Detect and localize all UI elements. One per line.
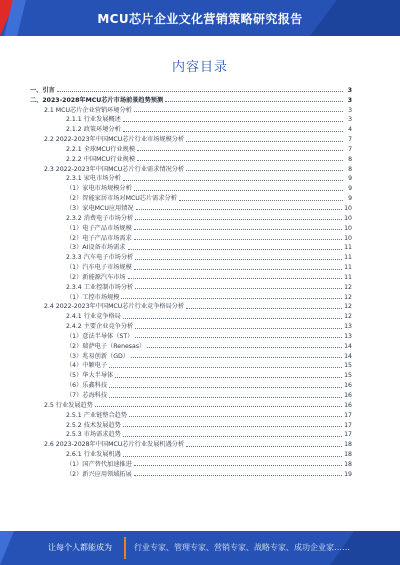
toc-entry-page: 16	[344, 382, 352, 390]
toc-entry[interactable]	[30, 458, 352, 468]
toc-entry-page: 12	[344, 293, 352, 301]
footer-slogan-lead: 让每个人都能成为	[48, 543, 112, 552]
toc-entry-label: （3）AI设备市场需求	[66, 244, 126, 252]
toc-dot-leader	[135, 328, 342, 329]
toc-entry[interactable]	[30, 94, 352, 104]
toc-dot-leader	[123, 180, 343, 181]
toc-entry[interactable]	[30, 232, 352, 242]
toc-entry[interactable]	[30, 261, 352, 271]
toc-entry-label: 2.3.2 消费电子市场分析	[66, 214, 134, 222]
toc-entry-label: 2.3.1 家电市场分析	[66, 175, 121, 183]
toc-dot-leader	[131, 357, 342, 358]
toc-entry-page: 11	[344, 273, 352, 281]
footer-left-stripe	[0, 531, 14, 565]
toc-entry-page: 16	[344, 392, 352, 399]
toc-entry-label: （3）家电MCU应用情况	[66, 204, 134, 212]
toc-entry-page: 9	[348, 185, 352, 193]
toc-dot-leader	[95, 406, 342, 407]
toc-dot-leader	[134, 111, 343, 112]
toc-entry-page: 9	[348, 195, 352, 203]
toc-dot-leader	[121, 298, 342, 299]
toc-entry[interactable]	[30, 369, 352, 379]
toc-entry-page: 8	[348, 165, 352, 173]
toc-entry[interactable]	[30, 320, 352, 330]
toc-entry-page: 15	[344, 362, 352, 370]
toc-entry-page: 15	[344, 372, 352, 380]
toc-dot-leader	[134, 269, 342, 270]
toc-entry-page: 7	[348, 145, 352, 153]
toc-dot-leader	[135, 219, 342, 220]
toc-entry-label: 2.1.1 行业发展概述	[66, 116, 121, 124]
toc-dot-leader	[134, 465, 342, 466]
toc-entry-page: 14	[344, 342, 352, 350]
toc-entry-page: 13	[344, 323, 352, 331]
toc-entry-page: 18	[344, 441, 352, 449]
toc-dot-leader	[137, 150, 343, 151]
toc-entry-label: （2）新兴应用领域拓展	[66, 470, 132, 478]
toc-entry-page: 18	[344, 451, 352, 459]
toc-entry[interactable]	[30, 399, 352, 409]
toc-entry-label: （5）华大半导体	[66, 372, 114, 380]
toc-dot-leader	[147, 347, 342, 348]
toc-entry-label: 2.5.2 技术发展趋势	[66, 421, 121, 429]
toc-entry[interactable]	[30, 310, 352, 320]
toc-entry-page: 10	[344, 204, 352, 212]
toc-dot-leader	[123, 436, 342, 437]
toc-entry[interactable]	[30, 419, 352, 429]
toc-dot-leader	[57, 91, 343, 92]
toc-entry-page: 3	[348, 116, 352, 124]
toc-entry-label: （2）瑞萨电子（Renesas）	[66, 342, 146, 350]
toc-entry-label: 2.4 2022-2023年中国MCU芯片行业竞争格局分析	[44, 303, 185, 311]
toc-entry[interactable]	[30, 104, 352, 114]
toc-dot-leader	[134, 190, 343, 191]
toc-entry-label: （1）电子产品市场规模	[66, 224, 132, 232]
toc-entry[interactable]	[30, 143, 352, 153]
toc-entry-page: 10	[344, 224, 352, 232]
toc-dot-leader	[136, 209, 343, 210]
toc-dot-leader	[134, 475, 342, 476]
toc-entry[interactable]	[30, 202, 352, 212]
toc-entry-label: 一、引言	[30, 86, 55, 94]
toc-entry-page: 16	[344, 401, 352, 409]
toc-dot-leader	[128, 249, 343, 250]
toc-dot-leader	[179, 200, 343, 201]
toc-dot-leader	[109, 367, 342, 368]
toc-entry-page: 17	[344, 431, 352, 439]
toc-entry[interactable]	[30, 192, 352, 202]
toc-entry-page: 12	[344, 283, 352, 291]
toc-entry-page: 10	[344, 234, 352, 242]
toc-entry-page: 12	[344, 303, 352, 311]
toc-entry-label: 2.6.1 行业发展机遇	[66, 451, 121, 459]
footer-slogan-roles: 行业专家、管理专家、营销专家、战略专家、成功企业家……	[134, 543, 350, 552]
toc-entry-label: 2.3.3 汽车电子市场分析	[66, 254, 134, 262]
toc-entry-label: 二、2023-2028年MCU芯片市场前景趋势预测	[30, 96, 164, 104]
toc-dot-leader	[123, 456, 342, 457]
toc-entry-label: 2.4.1 行业竞争格局	[66, 313, 121, 321]
toc-entry-label: （1）家电市场规模分析	[66, 185, 132, 193]
toc-entry-label: （1）国产替代加速推进	[66, 460, 132, 468]
toc-entry-label: （2）新能源汽车市场	[66, 273, 126, 281]
toc-entry[interactable]	[30, 123, 352, 133]
toc-entry-page: 19	[344, 470, 352, 478]
toc-entry-label: （1）意法半导体（ST）	[66, 332, 134, 340]
toc-entry[interactable]	[30, 448, 352, 458]
toc-entry[interactable]	[30, 350, 352, 360]
toc-entry-label: （7）芯海科技	[66, 392, 108, 399]
header-banner	[0, 0, 400, 36]
toc-entry-label: 2.5 行业发展趋势	[44, 401, 93, 409]
footer-separator	[124, 537, 126, 559]
toc-entry[interactable]	[30, 242, 352, 252]
toc-dot-leader	[123, 131, 343, 132]
toc-entry[interactable]	[30, 222, 352, 232]
toc-dot-leader	[134, 239, 342, 240]
toc-dot-leader	[135, 337, 342, 338]
toc-entry-page: 11	[344, 244, 352, 252]
toc-dot-leader	[109, 397, 342, 398]
toc-entry[interactable]	[30, 330, 352, 340]
document-title: MCU芯片企业文化营销策略研究报告	[97, 12, 303, 26]
toc-entry-label: 2.5.1 产业链整合趋势	[66, 411, 128, 419]
toc-entry-page: 9	[348, 175, 352, 183]
toc-entry-page: 3	[348, 106, 352, 114]
toc-entry-page: 17	[344, 421, 352, 429]
toc-entry[interactable]	[30, 251, 352, 261]
toc-entry[interactable]	[30, 114, 352, 124]
toc-entry[interactable]	[30, 182, 352, 192]
toc-entry-page: 13	[344, 332, 352, 340]
toc-dot-leader	[123, 121, 343, 122]
toc-entry-label: （1）汽车电子市场规模	[66, 264, 132, 272]
toc-dot-leader	[115, 377, 342, 378]
toc-entry[interactable]	[30, 212, 352, 222]
toc-entry-label: 2.5.3 市场需求趋势	[66, 431, 121, 439]
toc-dot-leader	[135, 259, 342, 260]
toc-entry[interactable]	[30, 173, 352, 183]
toc-dot-leader	[134, 229, 342, 230]
toc-entry[interactable]	[30, 153, 352, 163]
toc-entry[interactable]	[30, 429, 352, 439]
toc-entry-label: 2.3 2022-2023年中国MCU芯片行业需求情况分析	[44, 165, 185, 173]
toc-entry-label: 2.2.2 中国MCU行业规模	[66, 155, 136, 163]
toc-dot-leader	[186, 170, 343, 171]
toc-entry-page: 8	[348, 155, 352, 163]
toc-entry-page: 11	[344, 264, 352, 272]
toc-entry[interactable]	[30, 84, 352, 94]
toc-title: 内容目录	[171, 60, 228, 75]
toc-entry[interactable]	[30, 360, 352, 370]
toc-entry-page: 3	[347, 96, 352, 104]
toc-entry[interactable]	[30, 301, 352, 311]
toc-entry[interactable]	[30, 281, 352, 291]
toc-entry[interactable]	[30, 409, 352, 419]
toc-entry[interactable]	[30, 163, 352, 173]
toc-dot-leader	[128, 278, 343, 279]
toc-entry-page: 10	[344, 214, 352, 222]
toc-entry-page: 14	[344, 352, 352, 360]
toc-entry[interactable]	[30, 379, 352, 389]
table-of-contents	[30, 84, 352, 478]
toc-entry-label: 2.1.2 政策环境分析	[66, 126, 121, 134]
toc-entry-label: 2.6 2023-2028年中国MCU芯片行业发展机遇分析	[44, 441, 185, 449]
toc-entry-page: 4	[348, 126, 352, 134]
toc-entry[interactable]	[30, 389, 352, 399]
toc-dot-leader	[109, 387, 342, 388]
toc-dot-leader	[123, 426, 342, 427]
toc-dot-leader	[137, 160, 343, 161]
toc-dot-leader	[186, 446, 342, 447]
toc-entry-label: （6）乐鑫科技	[66, 382, 108, 390]
toc-entry[interactable]	[30, 291, 352, 301]
toc-entry[interactable]	[30, 340, 352, 350]
toc-entry-page: 17	[344, 411, 352, 419]
toc-dot-leader	[135, 288, 342, 289]
toc-entry[interactable]	[30, 133, 352, 143]
toc-dot-leader	[129, 416, 342, 417]
toc-entry-label: 2.4.2 主要企业竞争分析	[66, 323, 134, 331]
toc-entry-page: 11	[344, 254, 352, 262]
toc-entry[interactable]	[30, 438, 352, 448]
toc-dot-leader	[165, 101, 343, 102]
toc-entry-page: 18	[344, 460, 352, 468]
toc-entry-label: （4）中颖电子	[66, 362, 108, 370]
toc-entry-page: 7	[348, 136, 352, 144]
toc-entry[interactable]	[30, 468, 352, 478]
toc-dot-leader	[123, 318, 342, 319]
footer-banner	[0, 531, 400, 565]
toc-entry-label: 2.2.1 全球MCU行业规模	[66, 145, 136, 153]
toc-dot-leader	[186, 141, 343, 142]
toc-entry-label: （2）电子产品市场需求	[66, 234, 132, 242]
toc-entry-label: 2.1 MCU芯片企业营销环境分析	[44, 106, 132, 114]
toc-dot-leader	[186, 308, 342, 309]
toc-entry-page: 12	[344, 313, 352, 321]
toc-entry[interactable]	[30, 271, 352, 281]
toc-entry-label: （3）兆易创新（GD）	[66, 352, 129, 360]
toc-entry-label: 2.2 2022-2023年中国MCU芯片行业市场规模分析	[44, 136, 185, 144]
toc-entry-label: （2）智能家居市场对MCU芯片需求分析	[66, 195, 177, 203]
toc-entry-label: （1）工控市场规模	[66, 293, 120, 301]
toc-entry-label: 2.3.4 工业控制市场分析	[66, 283, 134, 291]
toc-entry-page: 3	[347, 86, 352, 94]
